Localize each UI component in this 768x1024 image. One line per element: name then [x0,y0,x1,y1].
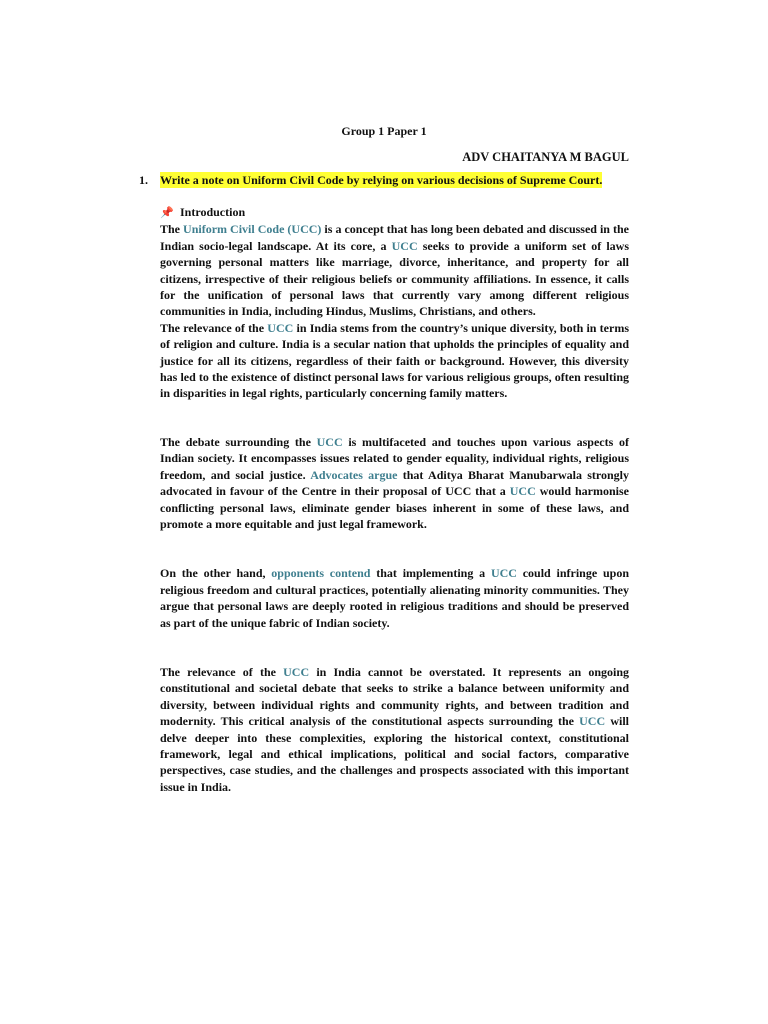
text-run: The relevance of the [160,664,284,679]
text-run: in India stems from the country’s unique diversity, both in terms of religion and culture. India is a secular nation that upholds the principles of equality and justice for all its citizens, regardless of their faith or background. However, this diversity has led to the existence of distinct personal laws for various religious groups, often resulting in disparities in legal rights, particularly concerning family matters. [160,320,629,401]
keyword-highlight: opponents contend [271,566,371,581]
question-heading [139,173,602,188]
keyword-highlight: UCC [490,566,517,581]
text-run: On the other hand, [160,566,272,581]
text-run: in India cannot be overstated. It represents an ongoing constitutional and societal debate that seeks to strike a balance between uniformity and diversity, between individual rights and community rights, and between tradition and modernity. This critical analysis of the constitutional aspects surrounding the [160,664,629,729]
paragraph-spacer [160,631,629,664]
keyword-highlight: Uniform Civil Code (UCC) [183,222,322,237]
paragraph-ucc-definition [160,221,629,319]
text-run: The [160,222,184,237]
paragraph-spacer [160,532,629,565]
paragraph-ucc-relevance [160,320,629,402]
keyword-highlight: UCC [316,434,343,449]
document-body [160,204,629,795]
text-run: will delve deeper into these complexities, exploring the historical context, constitutional framework, legal and ethical implications, political and social factors, comparative perspectives, case studies, and the challenges and prospects associated with this important issue in India. [160,714,629,794]
keyword-highlight: UCC [391,238,418,253]
intro-heading-text: Introduction [180,205,246,219]
keyword-highlight: UCC [579,714,606,729]
text-run: seeks to provide a uniform set of laws governing personal matters like marriage, divorce, inheritance, and property for all citizens, irrespective of their religious beliefs or community affiliations. In essence, it calls for the unification of personal laws that currently vary among different religious communities in India, including Hindus, Muslims, Christians, and others. [160,238,629,319]
question-text: Write a note on Uniform Civil Code by relying on various decisions of Supreme Court. [160,173,603,187]
text-run: The debate surrounding the [160,434,317,449]
keyword-highlight: UCC [283,664,310,679]
paragraph-opponents [160,565,629,631]
keyword-highlight: UCC [267,320,294,335]
text-run: would harmonise conflicting personal laws, eliminate gender biases inherent in some of these laws, and promote a more equitable and just legal framework. [160,484,629,531]
text-run: that implementing a [370,566,491,581]
text-run: could infringe upon religious freedom and cultural practices, potentially alienating minority communities. They argue that personal laws are deeply rooted in religious traditions and should be preserved as part of the unique fabric of Indian society. [160,566,629,630]
document-author: ADV CHAITANYA M BAGUL [462,150,629,164]
text-run: that Aditya Bharat Manubarwala strongly advocated in favour of the Centre in their proposal of UCC that a [160,467,629,499]
text-run: The relevance of the [160,320,268,335]
keyword-highlight: Advocates argue [310,467,398,482]
text-run: is multifaceted and touches upon various aspects of Indian society. It encompasses issues related to gender equality, individual rights, religious freedom, and social justice. [160,434,629,482]
intro-heading [160,204,629,221]
keyword-highlight: UCC [509,484,536,499]
paragraph-ucc-debate [160,434,629,532]
paragraph-conclusion [160,664,629,795]
question-number: 1. [139,173,148,187]
document-title: Group 1 Paper 1 [341,124,427,138]
paragraph-spacer [160,402,629,434]
text-run: is a concept that has long been debated and discussed in the Indian socio-legal landscape. At its core, a [160,222,629,253]
pushpin-icon: 📌 [160,207,174,219]
